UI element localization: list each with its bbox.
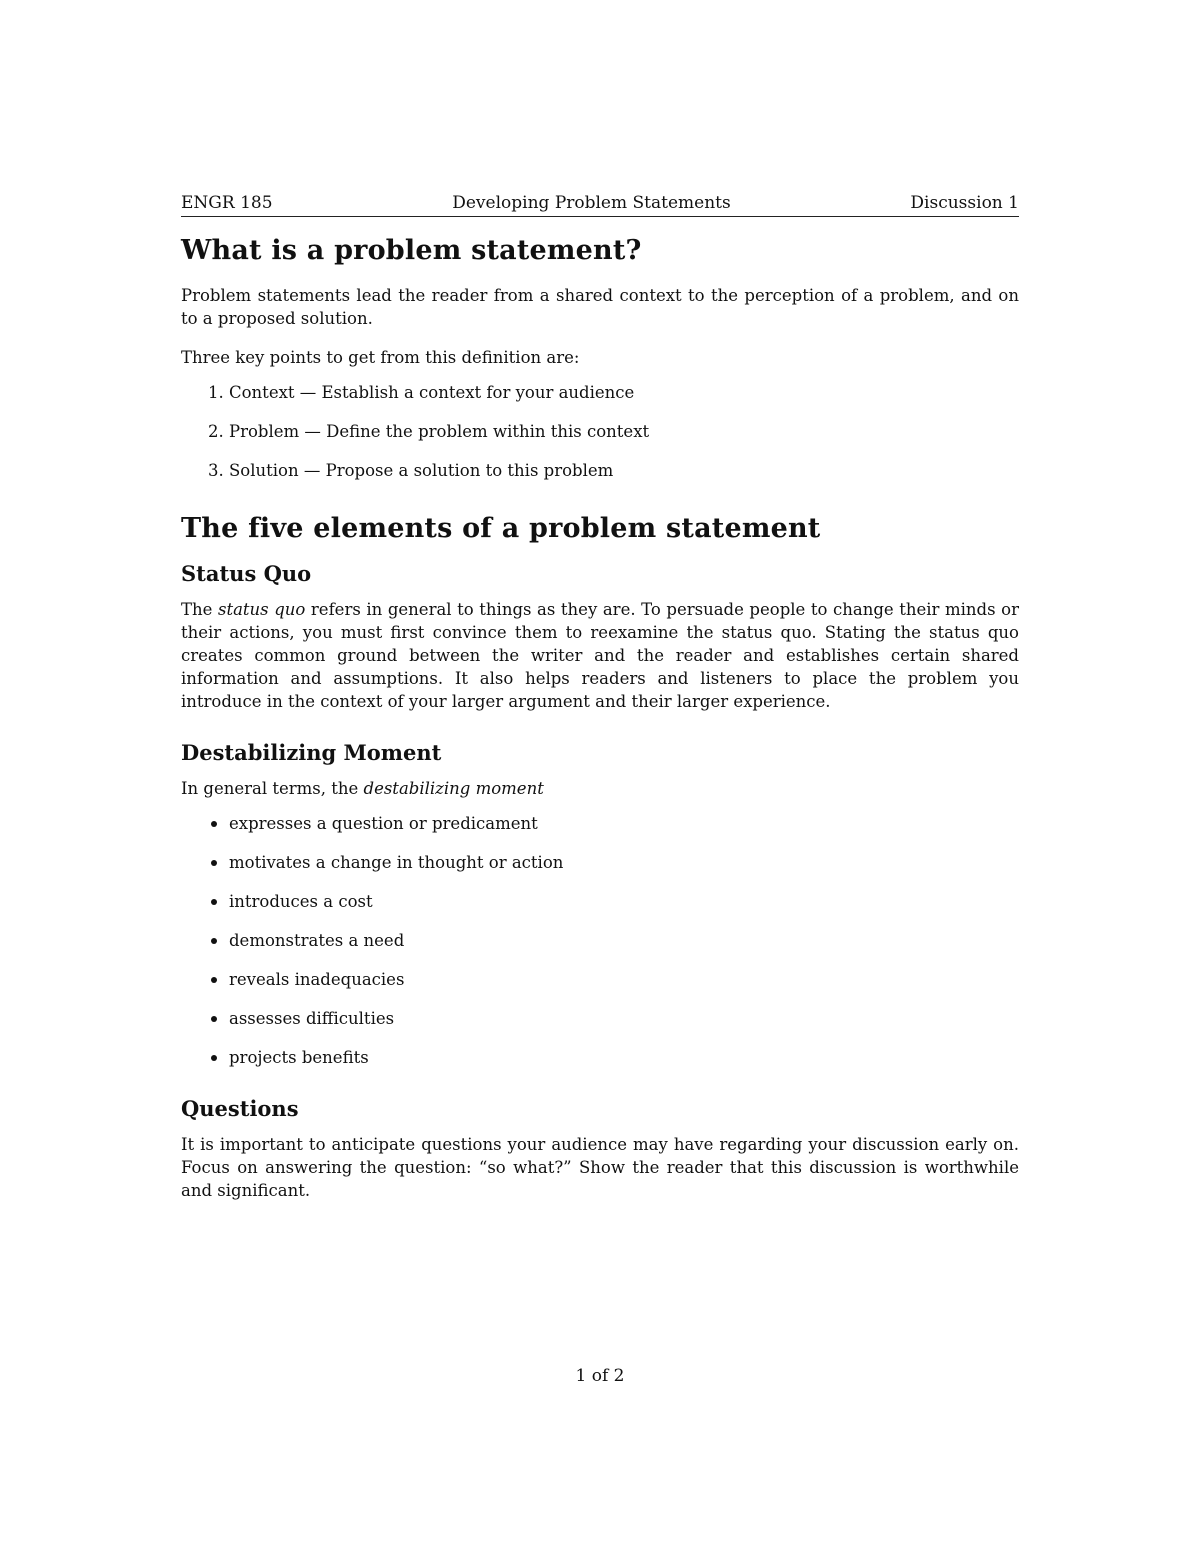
section-title-five-elements: The five elements of a problem statement [181,513,821,544]
list-item: introduces a cost [229,890,1019,913]
key-points-list [181,381,1019,482]
list-item: 2. Problem — Define the problem within this context [229,420,1019,443]
destabilizing-lead [181,777,1019,800]
list-item: motivates a change in thought or action [229,851,1019,874]
list-item: 1. Context — Establish a context for your audience [229,381,1019,404]
list-item: 3. Solution — Propose a solution to this problem [229,459,1019,482]
list-item: projects benefits [229,1046,1019,1069]
definition-paragraph: Problem statements lead the reader from a shared context to the perception of a problem, and on to a proposed solution. [181,286,1019,328]
list-item: assesses difficulties [229,1007,1019,1030]
subsection-title-questions: Questions [181,1096,299,1121]
list-item: reveals inadequacies [229,968,1019,991]
subsection-title-status-quo: Status Quo [181,561,312,586]
status-quo-paragraph [181,598,1019,713]
course-code: ENGR 185 [181,193,273,213]
discussion-number: Discussion 1 [910,193,1019,213]
section-title-problem-statement: What is a problem statement? [181,235,642,266]
document-page [181,193,1019,1202]
running-header [181,193,1019,217]
list-item: demonstrates a need [229,929,1019,952]
subsection-title-destabilizing-moment: Destabilizing Moment [181,740,442,765]
destabilizing-lead-text: In general terms, the [181,779,364,798]
list-item: expresses a question or predicament [229,812,1019,835]
document-title: Developing Problem Statements [452,193,731,213]
questions-paragraph: It is important to anticipate questions your audience may have regarding your discussion early on. Focus on answering the question: “so what?” Show the reader that this discussion is worthwhile and significant. [181,1135,1019,1200]
status-quo-term: status quo [217,600,306,619]
key-points-lead: Three key points to get from this definition are: [181,348,580,367]
status-quo-text-start: The [181,600,218,619]
status-quo-text-rest: refers in general to things as they are. To persuade people to change their minds or their actions, you must first convince them to reexamine the status quo. Stating the status quo creates common ground between the writer and the reader and establishes certain shared information and assumptions. It also helps readers and listeners to place the problem you introduce in the context of your larger argument and their larger experience. [181,600,1019,711]
destabilizing-bullet-list [181,812,1019,1069]
page-number: 1 of 2 [575,1366,625,1386]
destabilizing-term: destabilizing moment [363,779,544,798]
